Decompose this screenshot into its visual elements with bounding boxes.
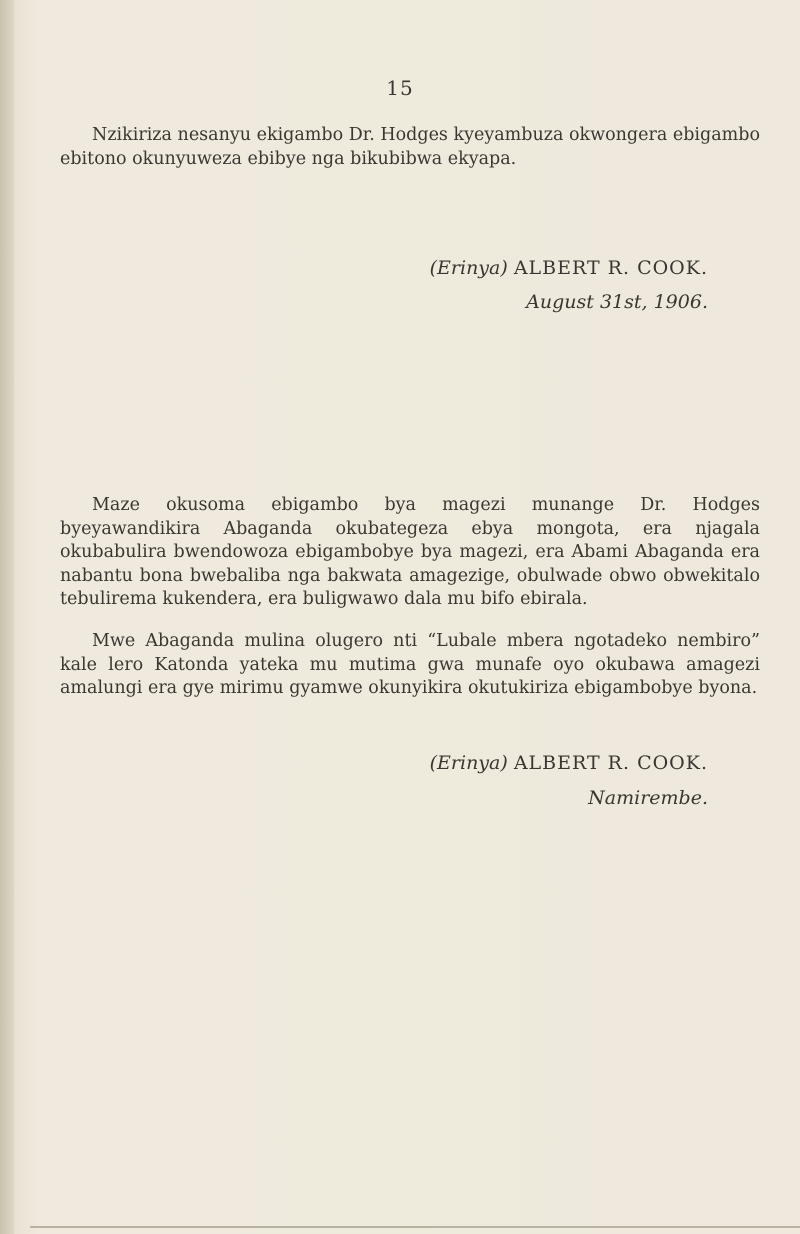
- page-number: 15: [386, 76, 414, 100]
- signature-2: [430, 752, 708, 774]
- paragraph-2: Maze okusoma ebigambo bya magezi munange Dr. Hodges byeyawandikira Abaganda okubategeza ebya mongota, era njagala okubabulira bwendowoza ebigambobye bya magezi, era Abami Abaganda era nabantu bona bwebaliba nga bakwata amagezige, obulwade obwo obwekitalo tebulirema kukendera, era buligwawo dala mu bifo ebirala.: [60, 495, 760, 609]
- signature-2-dateline: Namirembe.: [588, 787, 708, 809]
- signature-1-name: ALBERT R. COOK.: [513, 257, 708, 279]
- signature-2-prefix: (Erinya): [429, 752, 508, 774]
- page-spine-shadow: [0, 0, 14, 1234]
- signature-1-prefix: (Erinya): [429, 257, 508, 279]
- paragraph-1: Nzikiriza nesanyu ekigambo Dr. Hodges kyeyambuza okwongera ebigambo ebitono okunyuweza ebibye nga bikubibwa ekyapa.: [60, 125, 760, 169]
- signature-1: [430, 257, 708, 279]
- signature-1-dateline: August 31st, 1906.: [526, 291, 708, 313]
- page-bottom-edge: [30, 1226, 800, 1228]
- signature-2-name: ALBERT R. COOK.: [513, 752, 708, 774]
- paragraph-3: Mwe Abaganda mulina olugero nti “Lubale mbera ngotadeko nembiro” kale lero Katonda yateka mu mutima gwa munafe oyo okubawa amagezi amalungi era gye mirimu gyamwe okunyikira okutukiriza ebigambobye byona.: [60, 631, 760, 698]
